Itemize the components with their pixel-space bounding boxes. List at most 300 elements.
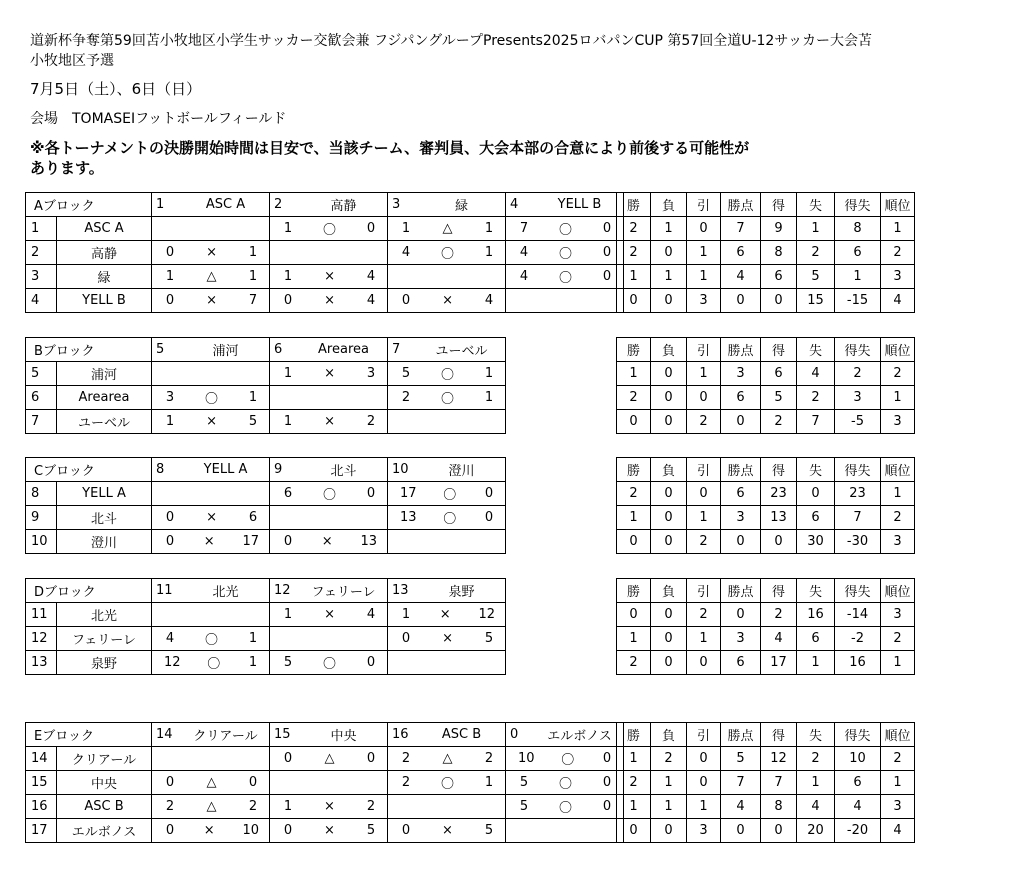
standings-header: 引 xyxy=(687,338,721,362)
column-team-name: エルボノス xyxy=(547,729,612,744)
row-team-number: 17 xyxy=(26,819,57,843)
score-against: 13 xyxy=(360,534,377,549)
column-team-header xyxy=(270,458,388,482)
score-for: 0 xyxy=(165,510,175,525)
score-for: 4 xyxy=(519,245,529,260)
standings-value: 0 xyxy=(687,747,721,771)
score-mark: 〇 xyxy=(441,247,455,262)
standings-value: 1 xyxy=(651,771,687,795)
standings-header: 勝 xyxy=(617,193,651,217)
column-team-name: Arearea xyxy=(318,342,369,357)
standings-header: 勝点 xyxy=(721,723,761,747)
match-result xyxy=(270,410,388,434)
standings-header-row xyxy=(617,579,915,603)
block-header-row xyxy=(26,458,506,482)
column-team-header xyxy=(152,193,270,217)
row-team-name: Arearea xyxy=(57,386,152,410)
match-result xyxy=(270,603,388,627)
row-team-name: 浦河 xyxy=(57,362,152,386)
standings-value: 5 xyxy=(761,386,797,410)
standings-header: 負 xyxy=(651,338,687,362)
standings-header: 得 xyxy=(761,723,797,747)
standings-value: 0 xyxy=(761,819,797,843)
row-team-number: 9 xyxy=(26,506,57,530)
match-result xyxy=(270,819,388,843)
standings-value: 7 xyxy=(835,506,881,530)
row-team-name: 泉野 xyxy=(57,651,152,675)
standings-value: 2 xyxy=(797,241,835,265)
score-mark: × xyxy=(203,534,215,549)
score-against: 1 xyxy=(248,269,258,284)
standings-value: -5 xyxy=(835,410,881,434)
row-team-name: 北光 xyxy=(57,603,152,627)
score-mark: × xyxy=(324,607,335,622)
standings-value: 0 xyxy=(721,410,761,434)
match-result xyxy=(152,241,270,265)
column-team-header xyxy=(270,338,388,362)
standings-value: 0 xyxy=(651,289,687,313)
standings-value: 5 xyxy=(797,265,835,289)
block-header-row xyxy=(26,579,506,603)
self-match-cell xyxy=(270,386,388,410)
standings-header: 負 xyxy=(651,458,687,482)
standings-value: 0 xyxy=(617,289,651,313)
standings-header: 得失 xyxy=(835,458,881,482)
row-team-name: 中央 xyxy=(57,771,152,795)
standings-row xyxy=(617,265,915,289)
column-team-number: 13 xyxy=(392,583,409,598)
self-match-cell xyxy=(152,747,270,771)
standings-value: 1 xyxy=(797,771,835,795)
score-against: 1 xyxy=(484,221,494,236)
score-mark: × xyxy=(324,269,335,284)
standings-header: 負 xyxy=(651,579,687,603)
score-against: 0 xyxy=(602,245,612,260)
standings-value: 1 xyxy=(687,795,721,819)
standings-value: 8 xyxy=(761,241,797,265)
score-mark: × xyxy=(206,414,217,429)
score-for: 10 xyxy=(518,751,535,766)
match-result xyxy=(388,747,506,771)
standings-value: 0 xyxy=(687,482,721,506)
score-against: 0 xyxy=(366,751,376,766)
score-for: 0 xyxy=(165,534,175,549)
score-against: 0 xyxy=(602,799,612,814)
standings-header: 勝点 xyxy=(721,579,761,603)
score-mark: 〇 xyxy=(443,512,457,527)
standings-value: 6 xyxy=(721,482,761,506)
standings-value: 16 xyxy=(835,651,881,675)
standings-value: 1 xyxy=(687,265,721,289)
score-mark: × xyxy=(206,293,217,308)
standings-value: 3 xyxy=(881,795,915,819)
match-result xyxy=(270,289,388,313)
event-date: 7月5日（土）、6日（日） xyxy=(30,80,202,98)
self-match-cell xyxy=(152,362,270,386)
score-for: 0 xyxy=(165,775,175,790)
standings-value: 0 xyxy=(651,506,687,530)
score-against: 0 xyxy=(484,510,494,525)
row-team-number: 2 xyxy=(26,241,57,265)
row-team-name: エルボノス xyxy=(57,819,152,843)
standings-header: 引 xyxy=(687,458,721,482)
standings-value: 1 xyxy=(617,265,651,289)
score-for: 1 xyxy=(401,607,411,622)
standings-header: 引 xyxy=(687,193,721,217)
score-mark: △ xyxy=(206,775,217,790)
score-mark: 〇 xyxy=(558,801,572,816)
match-result xyxy=(152,265,270,289)
score-mark: △ xyxy=(206,269,217,284)
standings-value: 1 xyxy=(687,506,721,530)
standings-value: 2 xyxy=(881,362,915,386)
row-team-number: 5 xyxy=(26,362,57,386)
column-team-number: 0 xyxy=(510,727,519,742)
standings-row xyxy=(617,386,915,410)
score-mark: 〇 xyxy=(441,368,455,383)
self-match-cell xyxy=(388,651,506,675)
standings-value: 13 xyxy=(761,506,797,530)
score-for: 0 xyxy=(401,631,411,646)
match-result xyxy=(152,530,270,554)
column-team-name: 高静 xyxy=(330,199,357,214)
standings-header: 勝 xyxy=(617,458,651,482)
standings-value: 6 xyxy=(721,386,761,410)
standings-value: 1 xyxy=(617,627,651,651)
row-team-name: ユーベル xyxy=(57,410,152,434)
standings-row xyxy=(617,771,915,795)
score-for: 12 xyxy=(164,655,181,670)
block-header-row xyxy=(26,193,624,217)
standings-value: 9 xyxy=(761,217,797,241)
column-team-header xyxy=(270,723,388,747)
column-team-name: 北斗 xyxy=(330,464,357,479)
column-team-header xyxy=(506,193,624,217)
score-against: 17 xyxy=(242,534,259,549)
score-mark: × xyxy=(206,245,217,260)
standings-value: 3 xyxy=(687,289,721,313)
score-against: 1 xyxy=(484,390,494,405)
venue: 会場 TOMASEIフットボールフィールド xyxy=(30,111,287,127)
standings-value: 0 xyxy=(617,603,651,627)
standings-value: 0 xyxy=(721,819,761,843)
standings-value: 3 xyxy=(721,627,761,651)
score-against: 5 xyxy=(248,414,258,429)
score-for: 1 xyxy=(283,366,293,381)
row-team-name: 緑 xyxy=(57,265,152,289)
match-result xyxy=(388,506,506,530)
standings-row xyxy=(617,410,915,434)
standings-row xyxy=(617,289,915,313)
score-for: 2 xyxy=(401,775,411,790)
block-table xyxy=(25,457,506,554)
column-team-name: 浦河 xyxy=(212,344,239,359)
score-against: 2 xyxy=(248,799,258,814)
score-against: 0 xyxy=(602,751,612,766)
match-result xyxy=(506,795,624,819)
standings-header: 勝 xyxy=(617,338,651,362)
match-result xyxy=(270,217,388,241)
standings-value: 4 xyxy=(797,362,835,386)
score-for: 0 xyxy=(283,823,293,838)
standings-value: 3 xyxy=(881,603,915,627)
score-against: 4 xyxy=(366,293,376,308)
standings-value: 7 xyxy=(761,771,797,795)
standings-header: 勝 xyxy=(617,723,651,747)
standings-table xyxy=(616,337,915,434)
score-for: 1 xyxy=(165,414,175,429)
score-for: 7 xyxy=(519,221,529,236)
column-team-header xyxy=(270,579,388,603)
standings-row xyxy=(617,362,915,386)
standings-value: 0 xyxy=(721,530,761,554)
standings-value: 3 xyxy=(835,386,881,410)
standings-value: 4 xyxy=(797,795,835,819)
team-row xyxy=(26,289,624,313)
score-against: 1 xyxy=(248,631,258,646)
score-against: 4 xyxy=(484,293,494,308)
column-team-name: ASC B xyxy=(441,727,482,742)
row-team-number: 13 xyxy=(26,651,57,675)
standings-value: 8 xyxy=(835,217,881,241)
standings-value: 3 xyxy=(687,819,721,843)
standings-row xyxy=(617,530,915,554)
standings-header: 順位 xyxy=(881,579,915,603)
standings-table xyxy=(616,578,915,675)
row-team-name: ASC A xyxy=(57,217,152,241)
score-against: 2 xyxy=(366,799,376,814)
row-team-name: ASC B xyxy=(57,795,152,819)
team-row xyxy=(26,482,506,506)
standings-value: 1 xyxy=(617,506,651,530)
score-against: 4 xyxy=(366,269,376,284)
score-for: 0 xyxy=(401,293,411,308)
standings-value: 4 xyxy=(761,627,797,651)
standings-value: 7 xyxy=(797,410,835,434)
standings-value: 2 xyxy=(617,651,651,675)
standings-value: 0 xyxy=(617,819,651,843)
standings-value: -2 xyxy=(835,627,881,651)
standings-value: 7 xyxy=(721,771,761,795)
score-mark: × xyxy=(206,510,217,525)
block-label: Bブロック xyxy=(26,338,152,362)
match-result xyxy=(270,265,388,289)
standings-value: 30 xyxy=(797,530,835,554)
score-for: 0 xyxy=(283,534,293,549)
score-for: 4 xyxy=(519,269,529,284)
match-result xyxy=(270,362,388,386)
score-against: 0 xyxy=(366,221,376,236)
match-result xyxy=(270,482,388,506)
standings-value: 1 xyxy=(687,362,721,386)
match-result xyxy=(506,265,624,289)
score-mark: 〇 xyxy=(207,657,221,672)
score-against: 5 xyxy=(484,823,494,838)
score-mark: × xyxy=(442,631,453,646)
standings-header: 得 xyxy=(761,338,797,362)
score-mark: 〇 xyxy=(559,247,573,262)
score-against: 1 xyxy=(248,245,258,260)
standings-value: 6 xyxy=(761,362,797,386)
match-result xyxy=(388,289,506,313)
match-result xyxy=(388,217,506,241)
score-for: 2 xyxy=(401,390,411,405)
block-header-row xyxy=(26,723,624,747)
standings-value: 2 xyxy=(617,386,651,410)
standings-value: 2 xyxy=(835,362,881,386)
match-result xyxy=(152,506,270,530)
row-team-number: 11 xyxy=(26,603,57,627)
standings-row xyxy=(617,482,915,506)
score-for: 1 xyxy=(283,799,293,814)
column-team-name: ユーベル xyxy=(435,344,488,359)
tournament-title-cont: 小牧地区予選 xyxy=(30,53,114,69)
score-mark: △ xyxy=(206,799,217,814)
standings-row xyxy=(617,795,915,819)
score-mark: × xyxy=(324,293,335,308)
score-against: 0 xyxy=(602,269,612,284)
standings-value: 3 xyxy=(881,410,915,434)
standings-value: 0 xyxy=(651,386,687,410)
standings-value: 2 xyxy=(881,506,915,530)
standings-value: 1 xyxy=(617,747,651,771)
score-against: 2 xyxy=(484,751,494,766)
standings-value: 12 xyxy=(761,747,797,771)
score-mark: 〇 xyxy=(561,753,575,768)
standings-value: 0 xyxy=(687,651,721,675)
column-team-header xyxy=(388,193,506,217)
score-for: 3 xyxy=(165,390,175,405)
column-team-number: 15 xyxy=(274,727,291,742)
standings-value: 16 xyxy=(797,603,835,627)
row-team-number: 3 xyxy=(26,265,57,289)
match-result xyxy=(152,771,270,795)
column-team-header xyxy=(152,338,270,362)
score-mark: × xyxy=(324,366,335,381)
block-label: Aブロック xyxy=(26,193,152,217)
standings-value: 1 xyxy=(651,265,687,289)
standings-value: 6 xyxy=(721,651,761,675)
standings-header: 得失 xyxy=(835,338,881,362)
column-team-header xyxy=(388,579,506,603)
column-team-header xyxy=(506,723,624,747)
standings-header-row xyxy=(617,338,915,362)
standings-value: 3 xyxy=(721,506,761,530)
row-team-name: YELL A xyxy=(57,482,152,506)
score-for: 4 xyxy=(165,631,175,646)
standings-value: 1 xyxy=(881,651,915,675)
score-against: 1 xyxy=(248,655,258,670)
score-mark: 〇 xyxy=(443,488,457,503)
standings-value: 6 xyxy=(835,771,881,795)
standings-value: 0 xyxy=(797,482,835,506)
score-for: 5 xyxy=(401,366,411,381)
block-table xyxy=(25,722,624,843)
standings-value: 4 xyxy=(835,795,881,819)
standings-value: 1 xyxy=(651,795,687,819)
block-table xyxy=(25,337,506,434)
team-row xyxy=(26,265,624,289)
column-team-header xyxy=(388,723,506,747)
block-label: Cブロック xyxy=(26,458,152,482)
standings-header: 失 xyxy=(797,723,835,747)
standings-header: 勝点 xyxy=(721,193,761,217)
standings-header: 得失 xyxy=(835,579,881,603)
column-team-name: 泉野 xyxy=(448,585,475,600)
standings-value: 2 xyxy=(881,747,915,771)
standings-value: 0 xyxy=(651,530,687,554)
standings-table xyxy=(616,457,915,554)
standings-value: 2 xyxy=(651,747,687,771)
standings-value: 0 xyxy=(651,627,687,651)
score-for: 1 xyxy=(283,607,293,622)
standings-value: 2 xyxy=(687,530,721,554)
score-mark: × xyxy=(321,534,333,549)
row-team-number: 15 xyxy=(26,771,57,795)
score-against: 5 xyxy=(366,823,376,838)
team-row xyxy=(26,747,624,771)
standings-value: 2 xyxy=(761,603,797,627)
score-against: 0 xyxy=(366,486,376,501)
match-result xyxy=(388,241,506,265)
standings-header: 失 xyxy=(797,338,835,362)
standings-header: 得失 xyxy=(835,193,881,217)
standings-value: 17 xyxy=(761,651,797,675)
standings-value: 0 xyxy=(761,530,797,554)
row-team-number: 12 xyxy=(26,627,57,651)
standings-value: 2 xyxy=(617,482,651,506)
standings-value: -15 xyxy=(835,289,881,313)
standings-value: 4 xyxy=(721,795,761,819)
standings-header: 得失 xyxy=(835,723,881,747)
standings-value: 0 xyxy=(687,386,721,410)
standings-value: 0 xyxy=(761,289,797,313)
standings-value: 1 xyxy=(797,651,835,675)
block-label: Dブロック xyxy=(26,579,152,603)
score-mark: × xyxy=(324,414,335,429)
standings-value: -14 xyxy=(835,603,881,627)
score-against: 6 xyxy=(248,510,258,525)
standings-value: 1 xyxy=(687,241,721,265)
score-for: 0 xyxy=(165,293,175,308)
score-for: 2 xyxy=(165,799,175,814)
score-against: 0 xyxy=(484,486,494,501)
score-for: 5 xyxy=(519,775,529,790)
standings-table xyxy=(616,722,915,843)
standings-row xyxy=(617,241,915,265)
standings-value: 2 xyxy=(797,747,835,771)
standings-value: -20 xyxy=(835,819,881,843)
standings-value: 6 xyxy=(835,241,881,265)
standings-value: 8 xyxy=(761,795,797,819)
team-row xyxy=(26,506,506,530)
standings-value: 0 xyxy=(721,603,761,627)
standings-value: 7 xyxy=(721,217,761,241)
row-team-number: 14 xyxy=(26,747,57,771)
column-team-name: 澄川 xyxy=(448,464,475,479)
score-for: 0 xyxy=(165,823,175,838)
standings-header: 得 xyxy=(761,193,797,217)
score-mark: 〇 xyxy=(205,392,219,407)
standings-value: 10 xyxy=(835,747,881,771)
column-team-name: YELL A xyxy=(203,462,248,477)
column-team-header xyxy=(152,579,270,603)
standings-value: 20 xyxy=(797,819,835,843)
standings-value: 1 xyxy=(835,265,881,289)
block-table xyxy=(25,578,506,675)
standings-value: 1 xyxy=(617,362,651,386)
block-table xyxy=(25,192,624,313)
